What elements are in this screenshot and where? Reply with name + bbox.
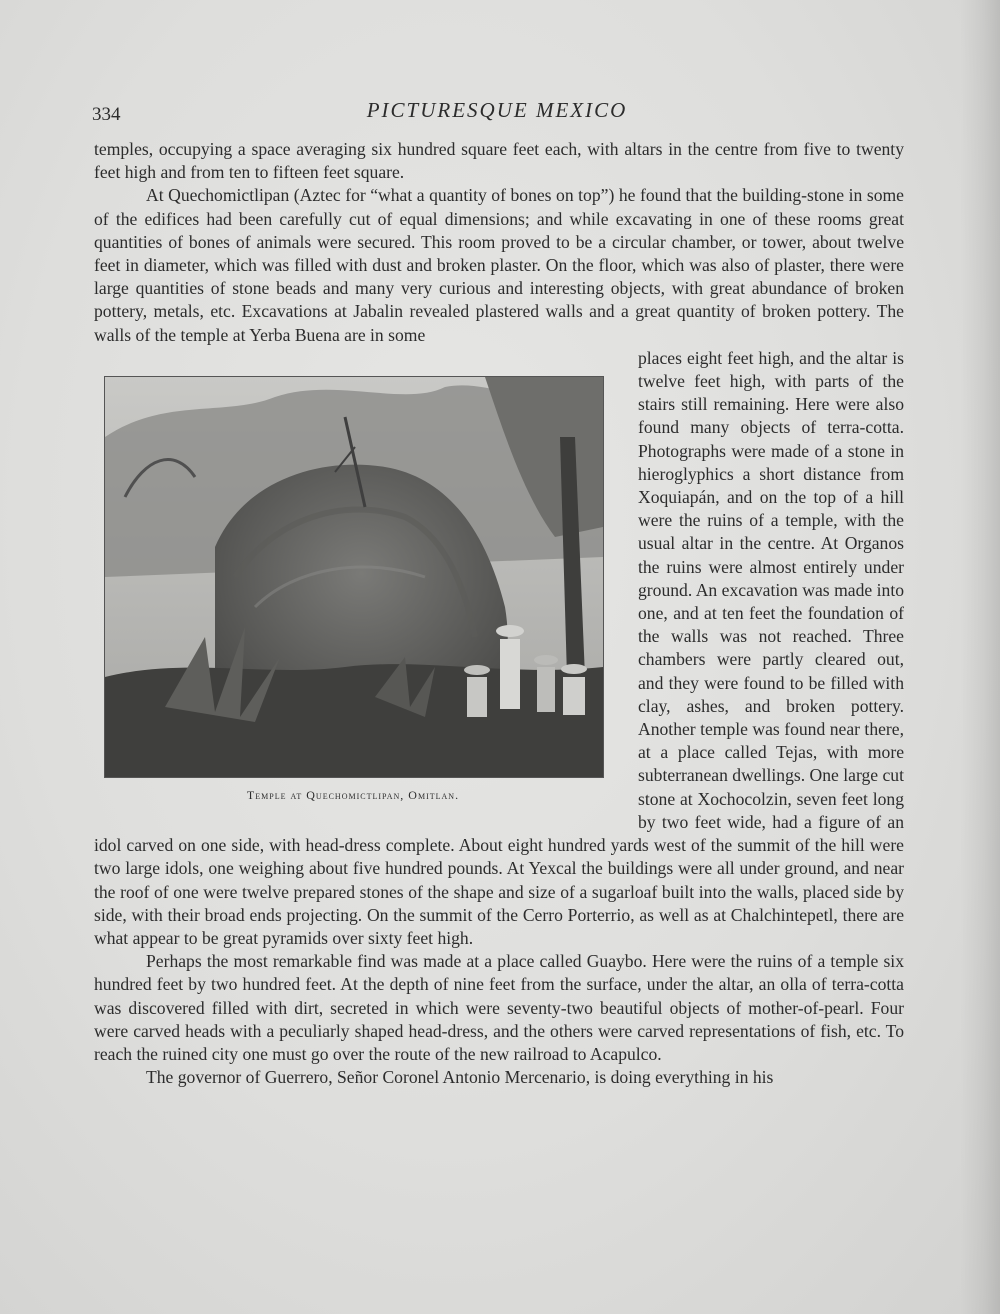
figure-caption: Temple at Quechomictlipan, Omitlan. [246, 787, 460, 802]
running-head: PICTURESQUE MEXICO [366, 98, 628, 122]
figure [104, 376, 616, 807]
temple-photograph [104, 376, 604, 778]
paragraph-governor: The governor of Guerrero, Señor Coronel Antonio Mercenario, is doing everything in his [146, 1067, 774, 1088]
paragraph-yerba-buena-continued: places eight feet high, and the altar is twelve feet high, with parts of the stairs still remaining. Here were also found many objects of terra-cotta. Photographs were made of a stone in hieroglyphics a short distance from Xoquiapán, and on the top of a hill were the ruins of a temple, with the usual altar in the centre. At Organos the ruins were almost entirely under ground. An excavation was made into one, and at ten feet the foundation of the walls was not reached. Three chambers were partly cleared out, and they were found to be filled with clay, ashes, and broken pottery. Another temple was found near there, at a place called Tejas, with more subterranean dwellings. One large cut stone at Xochocolzin, seven feet long by two feet wide, had a figure of an idol carved on one side, with head-dress complete. About eight hundred yards west of the summit of the hill were two large idols, one weighing about five hundred pounds. At Yexcal the buildings were all under ground, and near the roof of one were twelve prepared stones of the shape and size of a sugarloaf built into the walls, placed side by side, with their broad ends projecting. On the summit of the Cerro Porterrio, as well as at Chalchintepetl, there are what appear to be great pyramids over sixty feet high. [94, 347, 904, 948]
paragraph-continuation: temples, occupying a space averaging six hundred square feet each, with altars in the centre from five to twenty feet high and from ten to fifteen feet square. [94, 139, 904, 183]
page-header [92, 98, 902, 134]
paragraph-guaybo: Perhaps the most remarkable find was made at a place called Guaybo. Here were the ruins of a temple six hundred feet by two hundred feet. At the depth of nine feet from the surface, under the altar, an olla of terra-cotta was discovered filled with dirt, secreted in which were seventy-two beautiful objects of mother-of-pearl. Four were carved heads with a peculiarly shaped head-dress, and the others were carved representations of fish, etc. To reach the ruined city one must go over the route of the new railroad to Acapulco. [94, 951, 904, 1064]
temple-photo-illustration [105, 377, 603, 777]
page-edge-shadow [960, 0, 1000, 1314]
paragraph-quechomictlipan: At Quechomictlipan (Aztec for “what a quantity of bones on top”) he found that the building-stone in some of the edifices had been carefully cut of equal dimensions; and while excavating in one of these rooms great quantities of bones of animals were secured. This room proved to be a circular chamber, or tower, about twelve feet in diameter, which was filled with dust and broken plaster. On the floor, which was also of plaster, there were large quantities of stone beads and many very curious and interesting objects, with great abundance of broken pottery, metals, etc. Excavations at Jabalin revealed plastered walls and a great quantity of broken pottery. The walls of the temple at Yerba Buena are in some [94, 185, 904, 345]
page-number: 334 [92, 104, 121, 125]
body-text [94, 138, 904, 1089]
